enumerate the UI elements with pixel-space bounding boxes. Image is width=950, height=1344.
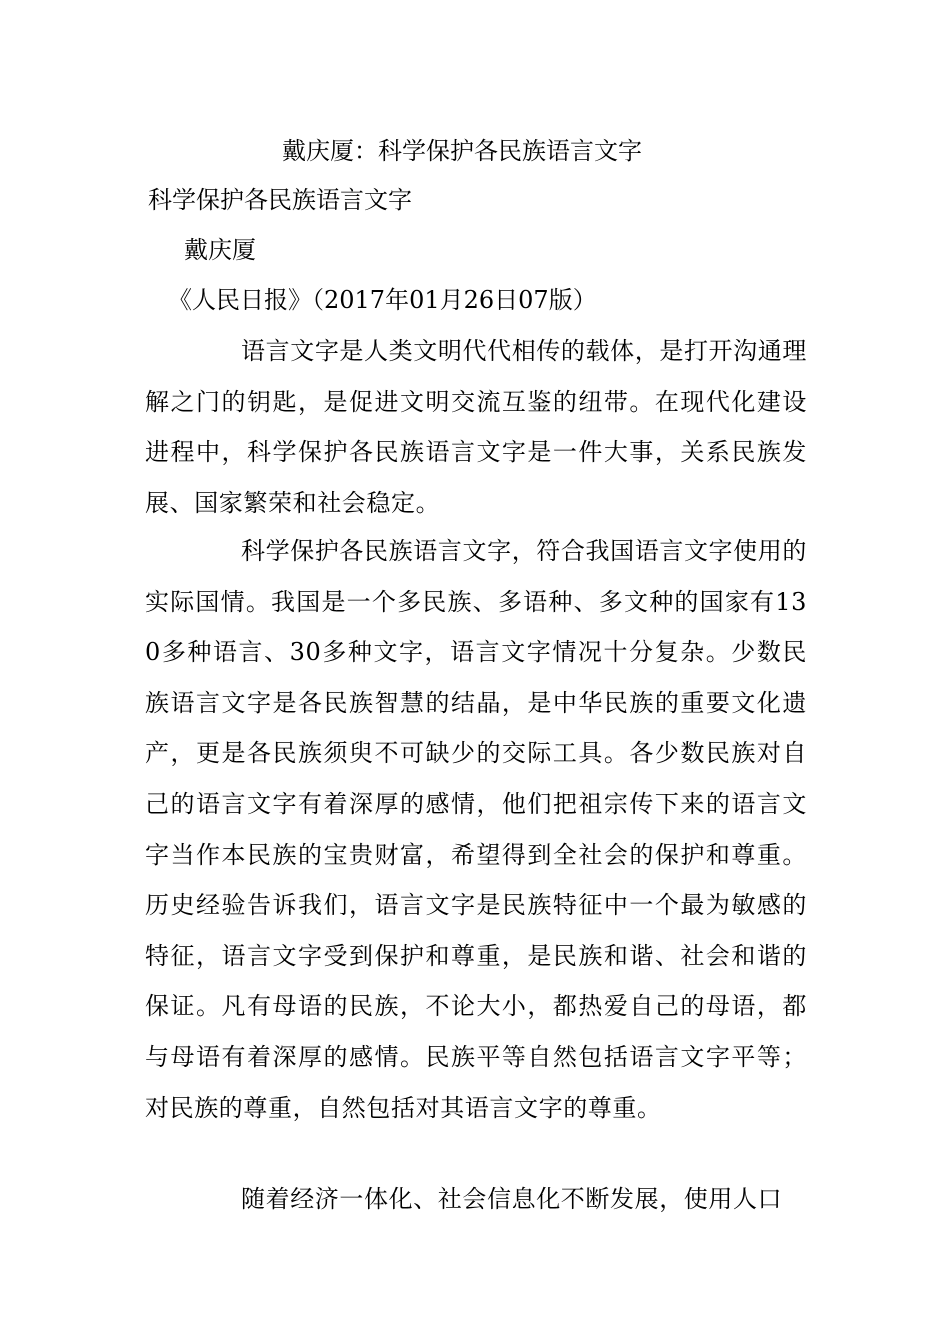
article-source: 《人民日报》（2017年01月26日07版） xyxy=(168,286,597,314)
body-paragraph-3: 随着经济一体化、社会信息化不断发展，使用人口 xyxy=(241,1185,783,1213)
article-author: 戴庆厦 xyxy=(184,236,256,264)
body-paragraph-1: 语言文字是人类文明代代相传的载体，是打开沟通理解之门的钥匙，是促进文明交流互鉴的纽带。在现代化建设进程中，科学保护各民族语言文字是一件大事，关系民族发展、国家繁荣和社会稳定。 xyxy=(145,337,807,517)
body-paragraph-2: 科学保护各民族语言文字，符合我国语言文字使用的实际国情。我国是一个多民族、多语种、多文种的国家有130多种语言、30多种文字，语言文字情况十分复杂。少数民族语言文字是各民族智慧的结晶，是中华民族的重要文化遗产，更是各民族须臾不可缺少的交际工具。各少数民族对自己的语言文字有着深厚的感情，他们把祖宗传下来的语言文字当作本民族的宝贵财富，希望得到全社会的保护和尊重。历史经验告诉我们，语言文字是民族特征中一个最为敏感的特征，语言文字受到保护和尊重，是民族和谐、社会和谐的保证。凡有母语的民族，不论大小，都热爱自己的母语，都与母语有着深厚的感情。民族平等自然包括语言文字平等；对民族的尊重，自然包括对其语言文字的尊重。 xyxy=(145,537,807,1122)
article-subtitle: 科学保护各民族语言文字 xyxy=(148,186,412,214)
document-heading: 戴庆厦：科学保护各民族语言文字 xyxy=(282,137,642,165)
